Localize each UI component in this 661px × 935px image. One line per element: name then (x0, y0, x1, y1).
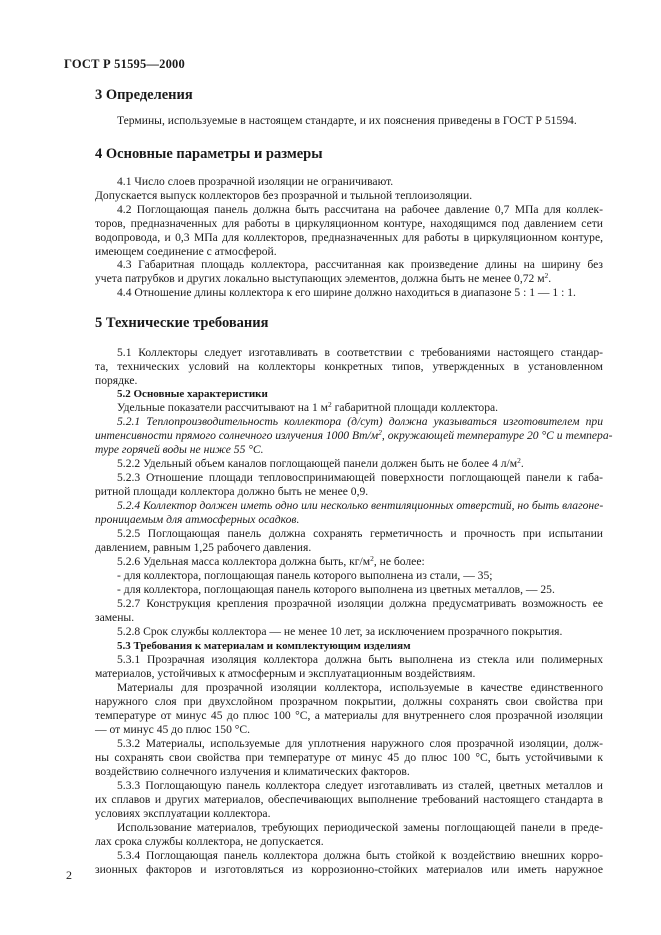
page-number: 2 (66, 868, 72, 882)
s5-line-29: 5.3.2 Материалы, используемые для уплотнения наружного слоя прозрачной изоляции, долж- (117, 737, 603, 750)
s5-line-16: 5.2.6 Удельная масса коллектора должна быть, $кг/м^2$, не более: (117, 554, 425, 568)
s4-line-1: 4.1 Число слоев прозрачной изоляции не ограничивают. (117, 175, 394, 188)
s5-line-11: ритной площади коллектора должно быть не менее 0,9. (95, 485, 369, 498)
s5-line-5: Удельные показатели рассчитывают на 1 $м^2$ габаритной площади коллектора. (117, 400, 499, 414)
s4-line-8: учета патрубков и других локально выступающих элементов, должна быть не менее 0,72 $м^2$. (95, 271, 552, 285)
s5-line-7: интенсивности прямого солнечного излучения 1000 $Вт/м^2$, окружающей температуре 20 °С и темпера- (95, 428, 613, 442)
s5-line-25: Материалы для прозрачной изоляции коллектора, используемые в качестве единственного (117, 681, 603, 694)
s4-line-3: 4.2 Поглощающая панель должна быть рассчитана на рабочее давление 0,7 МПа для коллек- (117, 203, 603, 216)
s5-line-2: та, технических условий на коллекторы конкретных типов, утвержденных в установленном (95, 360, 603, 373)
s5-line-3: порядке. (95, 374, 138, 387)
s5-line-24: материалов, устойчивых к атмосферным и эксплуатационным воздействиям. (95, 667, 476, 680)
s5-line-34: условиях эксплуатации коллектора. (95, 807, 271, 820)
s5-line-14: 5.2.5 Поглощающая панель должна сохранять герметичность и прочность при испытании (117, 527, 603, 540)
s5-line-33: их сплавов и других материалов, обеспечивающих выполнение требований настоящего стандарта в (95, 793, 603, 806)
s5-line-36: лах срока службы коллектора, не допускается. (95, 835, 324, 848)
s4-line-9: 4.4 Отношение длины коллектора к его ширине должно находиться в диапазоне 5 : 1 — 1 : 1. (117, 286, 576, 299)
s5-line-38: зионных факторов и изготовляться из коррозионно-стойких материалов или иметь наружное (95, 863, 603, 876)
s5-line-17: - для коллектора, поглощающая панель которого выполнена из стали, — 35; (117, 569, 493, 582)
s3-line-1: Термины, используемые в настоящем стандарте, и их пояснения приведены в ГОСТ Р 51594. (117, 114, 577, 127)
s5-line-20: замены. (95, 611, 135, 624)
s5-line-13: проницаемым для атмосферных осадков. (95, 513, 300, 526)
s5-line-23: 5.3.1 Прозрачная изоляция коллектора должна быть выполнена из стекла или полимерных (117, 653, 603, 666)
s5-line-30: ны сохранять свои свойства при температуре от минус 45 до плюс 100 °С, быть устойчивыми к (95, 751, 603, 764)
s5-line-35: Использование материалов, требующих периодической замены поглощающей панели в преде- (117, 821, 603, 834)
section-5-heading: 5 Технические требования (95, 315, 269, 331)
s5-line-37: 5.3.4 Поглощающая панель коллектора должна быть стойкой к воздействию внешних корро- (117, 849, 603, 862)
s4-line-5: водопровода, и 0,3 МПа для коллекторов, предназначенных для работы в циркуляционном контуре, (95, 231, 603, 244)
s5-line-12: 5.2.4 Коллектор должен иметь одно или несколько вентиляционных отверстий, но быть влагоне- (117, 499, 604, 512)
s4-line-4: торов, предназначенных для работы в циркуляционном контуре, находящимся под давлением сети (95, 217, 603, 230)
s4-line-7: 4.3 Габаритная площадь коллектора, рассчитанная как произведение длины на ширину без (117, 258, 603, 271)
s5-line-28: — от минус 45 до плюс 150 °С. (95, 723, 251, 736)
s5-line-32: 5.3.3 Поглощающую панель коллектора следует изготавливать из сталей, цветных металлов и (117, 779, 603, 792)
doc-code-header: ГОСТ Р 51595—2000 (64, 57, 185, 71)
subsection-5-2-heading: 5.2 Основные характеристики (117, 388, 268, 400)
section-3-heading: 3 Определения (95, 87, 193, 103)
s5-line-21: 5.2.8 Срок службы коллектора — не менее 10 лет, за исключением прозрачного покрытия. (117, 625, 563, 638)
s5-line-1: 5.1 Коллекторы следует изготавливать в соответствии с требованиями настоящего стандар- (117, 346, 603, 359)
s5-line-8: туре горячей воды не ниже 55 °С. (95, 443, 264, 456)
s5-line-26: наружного слоя при двухслойном прозрачном покрытии, должны сохранять свои свойства при (95, 695, 603, 708)
subsection-5-3-heading: 5.3 Требования к материалам и комплектующим изделиям (117, 640, 411, 652)
s4-line-6: имеющем соединение с атмосферой. (95, 245, 277, 258)
s4-line-2: Допускается выпуск коллекторов без прозрачной и тыльной теплоизоляции. (95, 189, 473, 202)
s5-line-27: температуре от минус 45 до плюс 100 °С, а материалы для внутреннего слоя прозрачной изоляции (95, 709, 603, 722)
s5-line-31: воздействию солнечного излучения и климатических факторов. (95, 765, 410, 778)
section-4-heading: 4 Основные параметры и размеры (95, 146, 323, 162)
s5-line-18: - для коллектора, поглощающая панель которого выполнена из цветных металлов, — 25. (117, 583, 555, 596)
s5-line-15: давлением, равным 1,25 рабочего давления. (95, 541, 312, 554)
s5-line-19: 5.2.7 Конструкция крепления прозрачной изоляции должна предусматривать возможность ее (117, 597, 603, 610)
s5-line-10: 5.2.3 Отношение площади тепловоспринимающей поверхности поглощающей панели к габа- (117, 471, 603, 484)
s5-line-6: 5.2.1 Теплопроизводительность коллектора (д/сут) должна указываться изготовителем при (117, 415, 603, 428)
s5-line-9: 5.2.2 Удельный объем каналов поглощающей панели должен быть не более 4 $л/м^2$. (117, 456, 524, 470)
